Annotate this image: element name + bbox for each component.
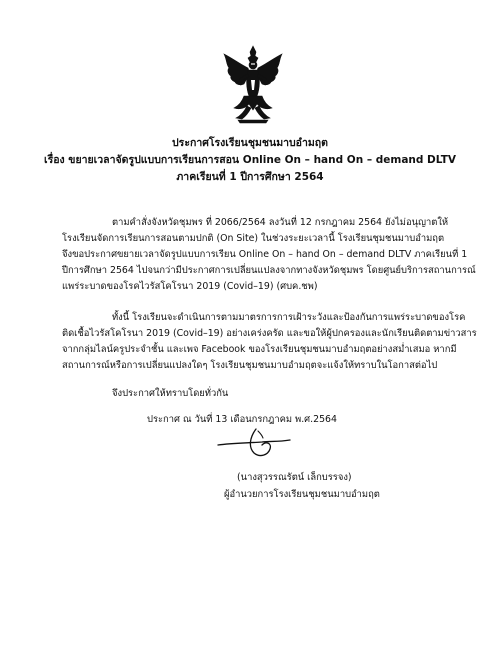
paragraph-line: ตามคำสั่งจังหวัดชุมพร ที่ 2066/2564 ลงวันที่ 12 กรกฎาคม 2564 ยังไม่อนุญาตให้ [112,217,449,228]
signatory-name: (นางสุวรรณรัตน์ เล็กบรรจง) [237,472,352,483]
paragraph-line: ทั้งนี้ โรงเรียนจะดำเนินการตามมาตรการการเฝ้าระวังและป้องกันการแพร่ระบาดของโรค [112,312,466,323]
announcement-subject: เรื่อง ขยายเวลาจัดรูปแบบการเรียนการสอน Online On – hand On – demand DLTV [43,154,457,166]
paragraph-line: ปีการศึกษา 2564 ไปจนกว่ามีประกาศการเปลี่ยนแปลงจากทางจังหวัดชุมพร โดยศูนย์บริการสถานการณ์ [62,265,476,276]
paragraph-line: โรงเรียนจัดการเรียนการสอนตามปกติ (On Site) ในช่วงระยะเวลานี้ โรงเรียนชุมชนมาบอำมฤต [62,233,445,244]
closing-statement: จึงประกาศให้ทราบโดยทั่วกัน [112,388,229,399]
signatory-position: ผู้อำนวยการโรงเรียนชุมชนมาบอำมฤต [224,489,380,500]
announcement-title: ประกาศโรงเรียนชุมชนมาบอำมฤต [172,137,328,149]
paragraph-line: สถานการณ์หรือการเปลี่ยนแปลงใดๆ โรงเรียนชุมชนมาบอำมฤตจะแจ้งให้ทราบในโอกาสต่อไป [62,360,438,371]
handwritten-signature [210,425,300,461]
announcement-date: ประกาศ ณ วันที่ 13 เดือนกรกฎาคม พ.ศ.2564 [147,414,337,425]
paragraph-line: ติดเชื้อไวรัสโคโรนา 2019 (Covid–19) อย่างเคร่งครัด และขอให้ผู้ปกครองและนักเรียนติดตามข่าวสาร [62,328,477,339]
paragraph-line: แพร่ระบาดของโรคไวรัสโคโรนา 2019 (Covid–19) (ศบค.ชพ) [62,281,318,292]
garuda-emblem-icon [222,44,284,124]
paragraph-line: จึงขอประกาศขยายเวลาจัดรูปแบบการเรียน Online On – hand On – demand DLTV ภาคเรียนที่ 1 [62,249,468,260]
paragraph-line: จากกลุ่มไลน์ครูประจำชั้น และเพจ Facebook ของโรงเรียนชุมชนมาบอำมฤตอย่างสม่ำเสมอ หากมี [62,344,457,355]
announcement-term: ภาคเรียนที่ 1 ปีการศึกษา 2564 [176,171,324,183]
